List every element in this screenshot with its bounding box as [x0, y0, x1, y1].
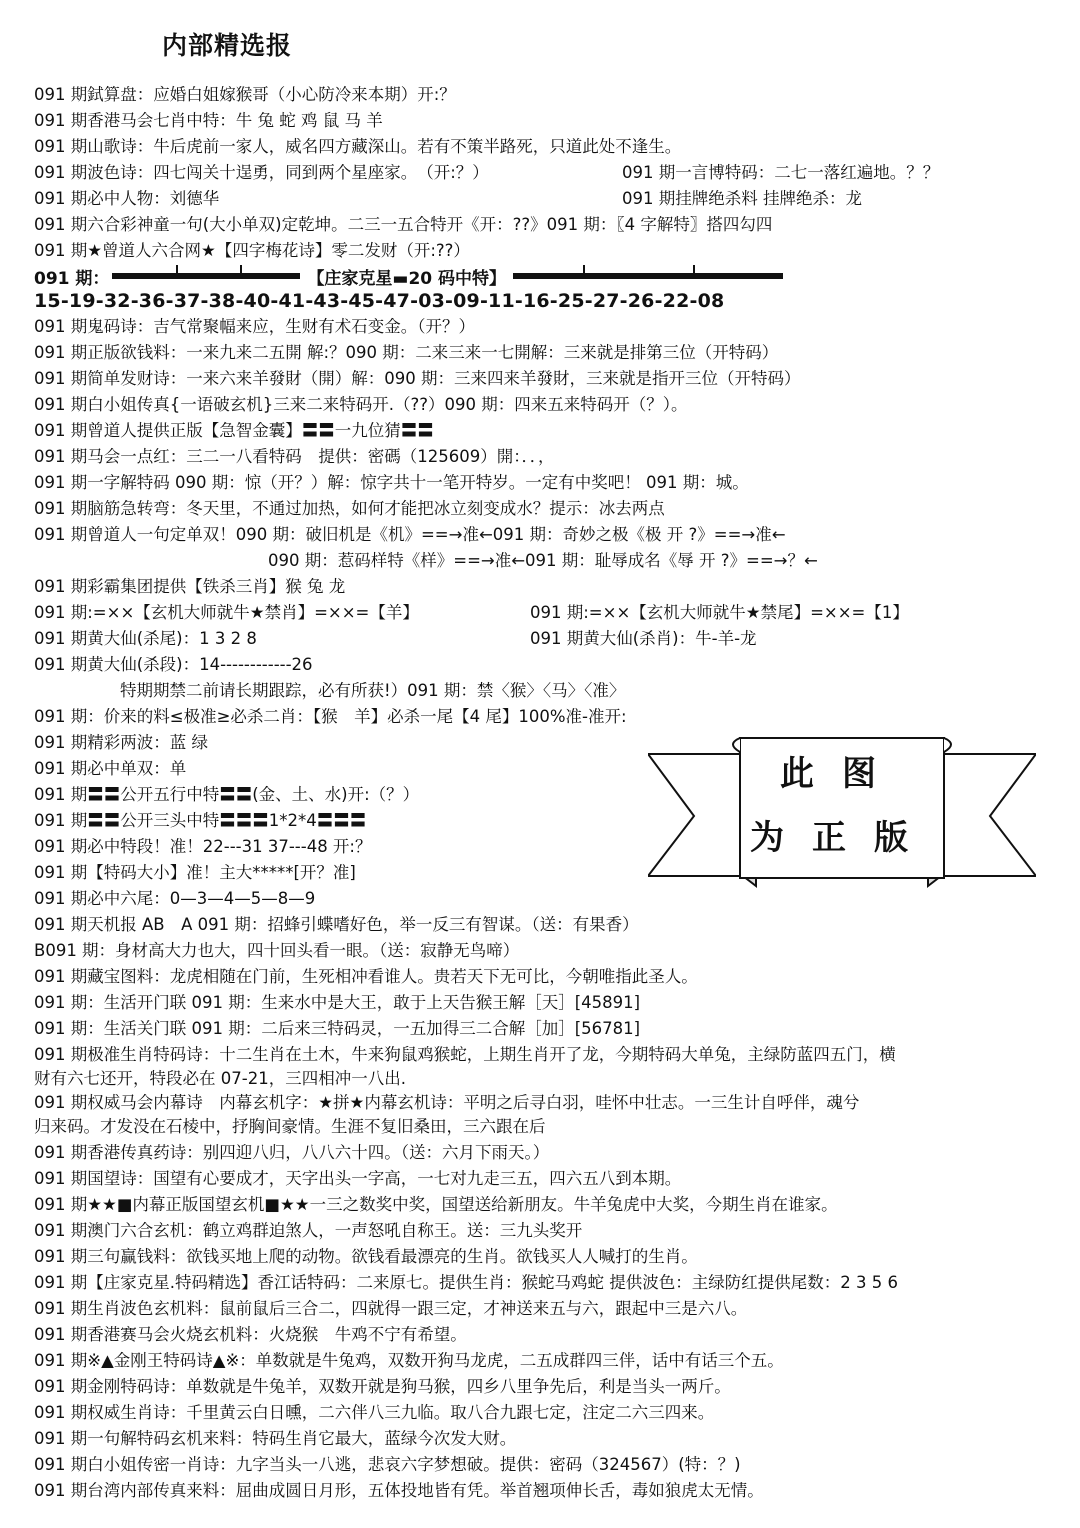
text-line: 归来码。才发没在石棱中，抒胸间豪情。生涯不复旧桑田，三六跟在后 [34, 1117, 546, 1136]
text-line: 091 期金刚特码诗：单数就是牛兔羊，双数开就是狗马猴，四乡八里争先后，利是当头一两斤。 [34, 1377, 731, 1396]
text-line: 091 期★曾道人六合网★【四字梅花诗】零二发财（开:??） [34, 241, 470, 260]
text-line: 091 期鉽算盘：应婚白姐嫁猴哥（小心防冷来本期）开:？ [34, 85, 456, 104]
text-line: 091 期曾道人提供正版【急智金囊】〓〓一九位猜〓〓 [34, 421, 434, 440]
text-line: 091 期国望诗：国望有心要成才，天字出头一字高，一七对九走三五，四六五八到本期。 [34, 1169, 682, 1188]
stamp-line1: 此图 [780, 754, 904, 794]
text-line: 091 期台湾内部传真来料：屈曲成圆日月形，五体投地皆有凭。举首翘项伸长舌，毒如狼虎太无情。 [34, 1481, 764, 1500]
text-line: 091 期简单发财诗：一来六来羊發財（開）解：090 期：三来四来羊發財，三来就是指开三位（开特码） [34, 369, 801, 388]
text-line: 091 期一字解特码 090 期：惊（开？）解：惊字共十一笔开特岁。一定有中奖吧！ 091 期：城。 [34, 473, 749, 492]
text-line: 091 期权威生肖诗：千里黄云白日曛，二六伴八三九临。取八合九跟七定，注定二六三四来。 [34, 1403, 715, 1422]
text-line: 091 期权威马会内幕诗 内幕玄机字：★拼★内幕玄机诗：平明之后寻白羽，哇怀中壮志。一三生计自呼伴，魂兮 [34, 1093, 860, 1112]
text-line: 091 期白小姐传真{一语破玄机}三来二来特码开.（??）090 期：四来五来特码开（？）。 [34, 395, 688, 414]
text-line: 091 期藏宝图料：龙虎相随在门前，生死相冲看谁人。贵若天下无可比，今朝唯指此圣人。 [34, 967, 698, 986]
text-line: 091 期波色诗：四七闯关十逞勇，同到两个星座家。 （开:？） [34, 163, 489, 182]
text-line: 091 期黄大仙(杀段)：14------------26 [34, 655, 313, 674]
text-line: 091 期黄大仙(杀肖)：牛-羊-龙 [530, 629, 757, 648]
text-line: 091 期六合彩神童一句(大小单双)定乾坤。二三一五合特开《开：??》091 期：〖4 字解特〗搭四勾四 [34, 215, 773, 234]
text-line: 091 期★★■内幕正版国望玄机■★★一三之数奖中奖，国望送给新朋友。牛羊兔虎中大奖，今期生肖在谁家。 [34, 1195, 838, 1214]
banner-title: 【庄家克星▬20 码中特】 [307, 268, 507, 289]
banner-prefix: 091 期： [34, 268, 110, 289]
text-line: 091 期香港赛马会火烧玄机料：火烧猴 牛鸡不宁有希望。 [34, 1325, 467, 1344]
banner-row [34, 264, 1024, 288]
text-line: 091 期山歌诗：牛后虎前一家人，威名四方藏深山。若有不策半路死，只道此处不逢生。 [34, 137, 682, 156]
text-line: 091 期白小姐传密一肖诗：九字当头一八逃，悲哀六字梦想破。提供：密码（324567）(特：？) [34, 1455, 741, 1474]
text-line: 091 期澳门六合玄机：鹤立鸡群迫煞人，一声怒吼自称王。送：三九头奖开 [34, 1221, 583, 1240]
text-line: 091 期香港传真药诗：别四迎八归，八八六十四。（送：六月下雨天。） [34, 1143, 550, 1162]
text-line: 091 期必中人物：刘德华 [34, 189, 220, 208]
text-line: 091 期〓〓公开三头中特〓〓〓1*2*4〓〓〓 [34, 811, 367, 830]
text-line: B091 期：身材高大力也大，四十回头看一眼。（送：寂静无鸟啼） [34, 941, 520, 960]
text-line: 090 期：惹码样特《样》==→准←091 期：耻辱成名《辱 开 ?》==→？← [268, 551, 818, 570]
text-line: 091 期【特码大小】准！主大*****[开？准] [34, 863, 356, 882]
text-line: 091 期马会一点红：三二一八看特码 提供：密碼（125609）開：．．， [34, 447, 555, 466]
text-line: 091 期一言博特码：二七一落红遍地。？？ [622, 163, 940, 182]
text-line: 091 期鬼码诗：吉气常聚幅来应，生财有术石变金。（开？） [34, 317, 475, 336]
text-line: 091 期正版欲钱料：一来九来二五開 解:？090 期：二来三来一七開解：三来就是排第三位（开特码） [34, 343, 779, 362]
banner-bar-left [112, 273, 300, 279]
text-line: 091 期天机报 AB A 091 期：招蜂引蝶嗜好色，举一反三有智谋。（送：有果香） [34, 915, 639, 934]
text-line: 091 期：生活开门联 091 期：生来水中是大王，敢于上天告猴王解［天］[45891] [34, 993, 641, 1012]
text-line: 091 期※▲金刚王特码诗▲※：单数就是牛兔鸡，双数开狗马龙虎，二五成群四三伴，话中有话三个五。 [34, 1351, 784, 1370]
text-line: 091 期一句解特码玄机来料：特码生肖它最大，蓝绿今次发大财。 [34, 1429, 517, 1448]
text-line: 091 期黄大仙(杀尾)：1 3 2 8 [34, 629, 257, 648]
text-line: 091 期:=××【玄机大师就牛★禁肖】=××=【羊】 [34, 603, 419, 622]
text-line: 091 期曾道人一句定单双！090 期：破旧机是《机》==→准←091 期：奇妙之极《极 开 ?》==→准← [34, 525, 786, 544]
banner-numbers: 15-19-32-36-37-38-40-41-43-45-47-03-09-11-16-25-27-26-22-08 [34, 290, 725, 312]
text-line: 财有六七还开，特段必在 07-21，三四相冲一八出. [34, 1069, 406, 1088]
text-line: 091 期:=××【玄机大师就牛★禁尾】=××=【1】 [530, 603, 909, 622]
text-line: 091 期三句赢钱料：欲钱买地上爬的动物。欲钱看最漂亮的生肖。欲钱买人人喊打的生肖。 [34, 1247, 698, 1266]
text-line: 091 期〓〓公开五行中特〓〓(金、土、水)开:（？） [34, 785, 420, 804]
text-line: 091 期【庄家克星.特码精选】香江话特码：二来原七。提供生肖：猴蛇马鸡蛇 提供波色：主绿防红提供尾数：2 3 5 6 [34, 1273, 898, 1292]
text-line: 091 期香港马会七肖中特：牛 兔 蛇 鸡 鼠 马 羊 [34, 111, 383, 130]
page-title: 内部精选报 [162, 31, 293, 60]
text-line: 091 期生肖波色玄机料：鼠前鼠后三合二，四就得一跟三定，才神送来五与六，跟起中三是六八。 [34, 1299, 748, 1318]
text-line: 特期期禁二前请长期跟踪，必有所获!）091 期：禁〈猴〉〈马〉〈准〉 [120, 681, 626, 700]
stamp-scroll [648, 736, 1036, 894]
text-line: 091 期必中特段！准！22---31 37---48 开:？ [34, 837, 372, 856]
text-line: 091 期挂牌绝杀料 挂牌绝杀：龙 [622, 189, 862, 208]
banner-bar-right [513, 273, 783, 279]
text-line: 091 期脑筋急转弯：冬天里，不通过加热，如何才能把冰立刻变成水？提示：冰去两点 [34, 499, 665, 518]
text-line: 091 期必中六尾：0—3—4—5—8—9 [34, 889, 316, 908]
text-line: 091 期：价来的料≤极准≥必杀二肖：【猴 羊】必杀一尾【4 尾】100%准-准开: [34, 707, 627, 726]
text-line: 091 期彩霸集团提供【铁杀三肖】猴 兔 龙 [34, 577, 346, 596]
stamp-line2: 为正版 [750, 818, 936, 858]
text-line: 091 期：生活关门联 091 期：二后来三特码灵，一五加得三二合解［加］[56781] [34, 1019, 641, 1038]
text-line: 091 期必中单双：单 [34, 759, 187, 778]
text-line: 091 期精彩两波：蓝 绿 [34, 733, 208, 752]
text-line: 091 期极准生肖特码诗：十二生肖在土木，牛来狗鼠鸡猴蛇，上期生肖开了龙，今期特码大单兔，主绿防蓝四五门，横 [34, 1045, 896, 1064]
